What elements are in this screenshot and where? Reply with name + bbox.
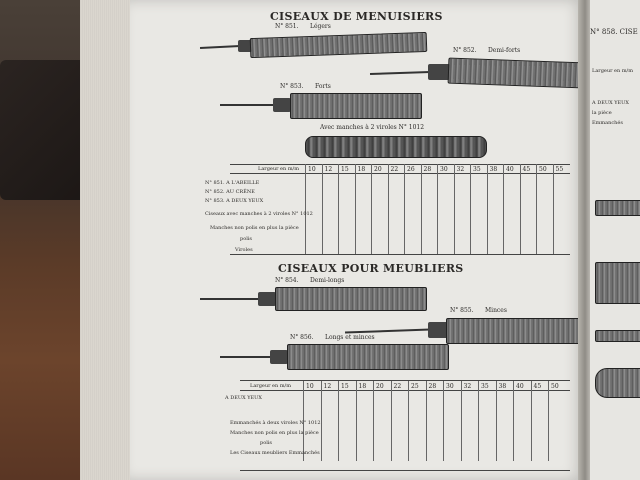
open-catalog-book <box>80 0 640 480</box>
dark-bag-background <box>0 60 90 200</box>
t1-col-rule <box>470 164 471 254</box>
item-854-number: N° 854. <box>275 277 299 284</box>
right-page-width-label: Largeur en m/m <box>592 68 633 74</box>
chisel-853-ferrule <box>273 98 291 112</box>
t1-col-rule <box>305 164 306 254</box>
t1-col-rule <box>437 164 438 254</box>
t2-col-rule <box>338 381 339 461</box>
t1-width-18: 18 <box>357 166 366 173</box>
t2-col-rule <box>408 381 409 461</box>
chisel-851-tang <box>200 45 240 49</box>
t2-width-25: 25 <box>411 383 419 390</box>
t1-width-55: 55 <box>555 166 564 173</box>
left-page <box>130 0 585 480</box>
chisel-856-ferrule <box>270 350 288 364</box>
table2-row-manches-non-polis: Manches non polis en plus la pièce <box>230 430 319 436</box>
chisel-852-tang <box>370 71 430 75</box>
t1-width-30: 30 <box>440 166 448 173</box>
t2-width-28: 28 <box>428 383 437 390</box>
chisel-855-ferrule <box>428 322 448 338</box>
item-851-label: Légers <box>310 23 331 30</box>
t1-col-rule <box>421 164 422 254</box>
t1-col-rule <box>355 164 356 254</box>
t1-width-38: 38 <box>489 166 498 173</box>
t2-width-40: 40 <box>516 383 524 390</box>
t1-col-rule <box>338 164 339 254</box>
chisel-856-tang <box>220 356 272 358</box>
table2-row-emmanches: Emmanchés à deux viroles N° 1012 <box>230 420 321 426</box>
t1-width-22: 22 <box>390 166 399 173</box>
table2-row-deux-yeux: A DEUX YEUX <box>225 395 262 401</box>
item-851-number: N° 851. <box>275 23 299 30</box>
t1-col-rule <box>520 164 521 254</box>
chisel-855-tang <box>345 329 430 334</box>
t1-width-35: 35 <box>473 166 481 173</box>
item-852-label: Demi-forts <box>488 47 521 54</box>
t2-width-30: 30 <box>446 383 454 390</box>
chisel-854-ferrule <box>258 292 276 306</box>
wooden-handle-1012 <box>305 136 487 158</box>
table1-row-emmanches: Ciseaux avec manches à 2 viroles N° 1012 <box>205 211 313 217</box>
chisel-852-blade <box>448 58 586 89</box>
section-title-menuisiers: CISEAUX DE MENUISIERS <box>270 10 443 23</box>
table1-row-853: N° 853. A DEUX YEUX <box>205 198 264 204</box>
t2-width-12: 12 <box>323 383 332 390</box>
table1-row-manches-non-polis: Manches non polis en plus la pièce <box>210 225 299 231</box>
t2-col-rule <box>391 381 392 461</box>
table1-bottom-rule <box>230 254 570 255</box>
table2-width-label: Largeur en m/m <box>250 383 291 389</box>
right-page-header: N° 858. CISE <box>590 28 638 36</box>
t1-col-rule <box>553 164 554 254</box>
table1-row-viroles: Viroles <box>235 247 253 253</box>
table1-width-label: Largeur en m/m <box>258 166 299 172</box>
t1-width-45: 45 <box>522 166 531 173</box>
chisel-853-blade <box>290 93 422 119</box>
t2-col-rule <box>461 381 462 461</box>
t1-width-10: 10 <box>308 166 316 173</box>
t1-width-26: 26 <box>407 166 415 173</box>
chisel-853-tang <box>220 104 275 106</box>
table2-row-polis: polis <box>260 440 272 446</box>
item-853-number: N° 853. <box>280 83 304 90</box>
right-page <box>590 0 640 480</box>
t1-col-rule <box>454 164 455 254</box>
chisel-851-blade <box>250 32 428 58</box>
table1-row-852: N° 852. AU CRÊNE <box>205 189 255 195</box>
table1-row-851: N° 851. A L'ABEILLE <box>205 180 260 186</box>
chisel-856-blade <box>287 344 449 370</box>
t2-width-38: 38 <box>498 383 507 390</box>
item-856-number: N° 856. <box>290 334 314 341</box>
t2-col-rule <box>426 381 427 461</box>
t2-col-rule <box>373 381 374 461</box>
right-page-emmanches: Emmanchés <box>592 120 623 126</box>
t2-width-35: 35 <box>481 383 489 390</box>
t1-width-32: 32 <box>456 166 465 173</box>
t2-col-rule <box>513 381 514 461</box>
t1-width-50: 50 <box>539 166 547 173</box>
t1-col-rule <box>371 164 372 254</box>
item-855-label: Minces <box>485 307 507 314</box>
item-856-label: Longs et minces <box>325 334 375 341</box>
t2-col-rule <box>443 381 444 461</box>
right-page-la-piece: la pièce <box>592 110 612 116</box>
t2-col-rule <box>496 381 497 461</box>
t1-width-20: 20 <box>374 166 382 173</box>
table1-row-polis: polis <box>240 236 252 242</box>
t1-width-28: 28 <box>423 166 432 173</box>
t1-width-12: 12 <box>324 166 333 173</box>
right-handle <box>595 368 640 398</box>
t2-col-rule <box>531 381 532 461</box>
section-title-meubliers: CISEAUX POUR MEUBLIERS <box>278 262 464 275</box>
chisel-852-ferrule <box>428 64 450 80</box>
t1-width-40: 40 <box>506 166 514 173</box>
t2-width-20: 20 <box>376 383 384 390</box>
right-chisel-2 <box>595 262 640 304</box>
t2-width-10: 10 <box>306 383 314 390</box>
caption-manches-1012: Avec manches à 2 viroles N° 1012 <box>320 124 425 131</box>
t1-col-rule <box>404 164 405 254</box>
t2-width-45: 45 <box>533 383 542 390</box>
right-chisel-1 <box>595 200 640 216</box>
table2-header-rule <box>240 390 570 391</box>
t1-col-rule <box>322 164 323 254</box>
table2-top-rule <box>240 380 570 381</box>
t2-width-32: 32 <box>463 383 472 390</box>
table2-bottom-rule <box>240 470 570 471</box>
t1-col-rule <box>536 164 537 254</box>
item-852-number: N° 852. <box>453 47 477 54</box>
t2-col-rule <box>548 381 549 461</box>
t2-width-15: 15 <box>341 383 349 390</box>
item-854-label: Demi-longs <box>310 277 345 284</box>
t1-width-15: 15 <box>341 166 349 173</box>
t2-col-rule <box>356 381 357 461</box>
right-chisel-3 <box>595 330 640 342</box>
chisel-854-tang <box>200 298 260 300</box>
t2-width-22: 22 <box>393 383 402 390</box>
t2-width-18: 18 <box>358 383 367 390</box>
item-853-label: Forts <box>315 83 331 90</box>
chisel-855-blade <box>446 318 583 344</box>
t1-col-rule <box>487 164 488 254</box>
t1-col-rule <box>503 164 504 254</box>
t1-col-rule <box>388 164 389 254</box>
table2-row-meubliers: Les Ciseaux meubliers Emmanchés <box>230 450 320 456</box>
right-page-deux-yeux: A DEUX YEUX <box>592 100 629 106</box>
chisel-854-blade <box>275 287 427 311</box>
item-855-number: N° 855. <box>450 307 474 314</box>
t2-width-50: 50 <box>551 383 559 390</box>
t2-col-rule <box>478 381 479 461</box>
